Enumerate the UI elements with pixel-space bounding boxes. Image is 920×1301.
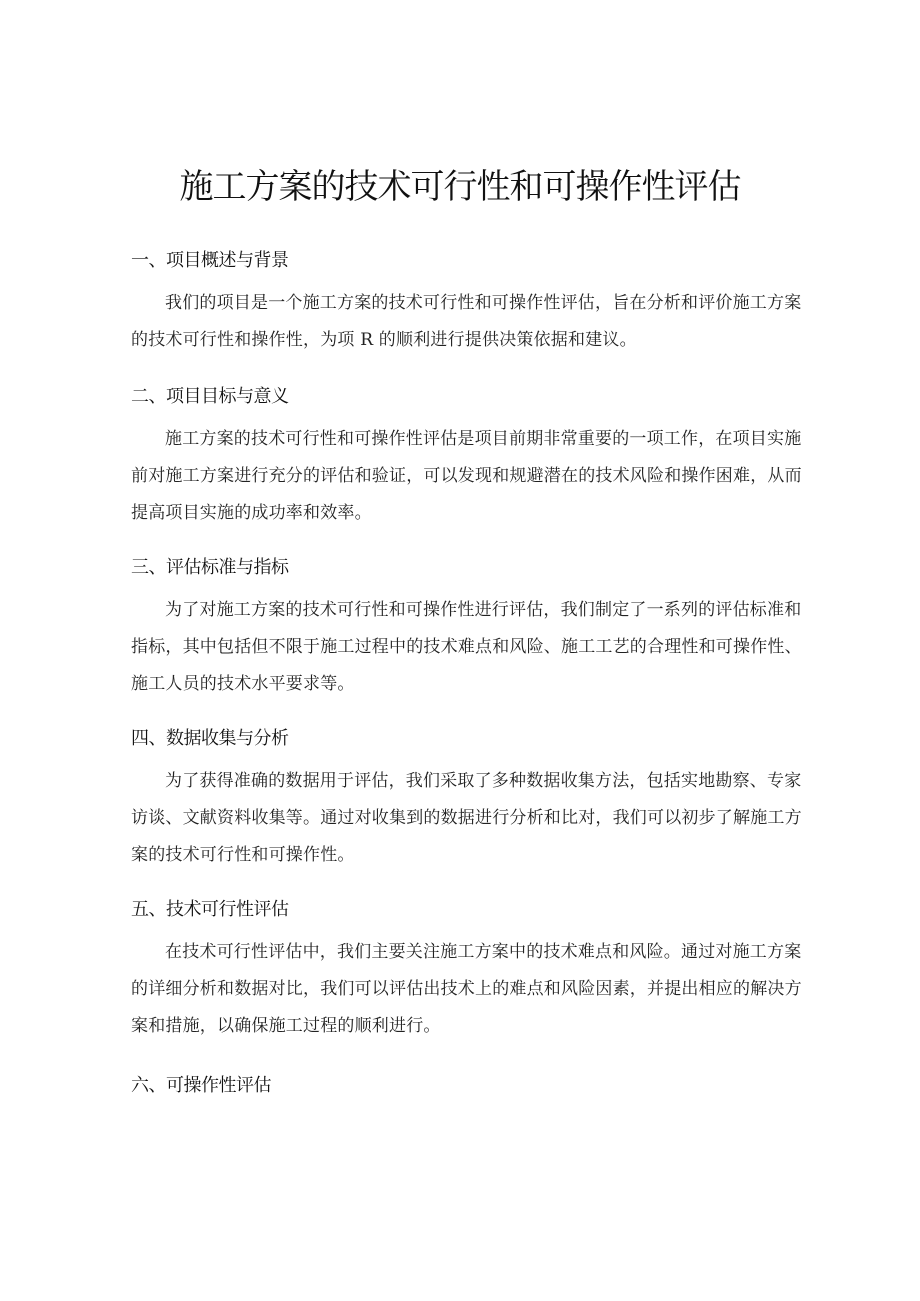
section-heading: 四、数据收集与分析	[131, 728, 289, 749]
section-heading: 三、评估标准与指标	[131, 557, 289, 578]
section-operability	[131, 1072, 801, 1100]
paragraph-line: 访谈、文献资料收集等。通过对收集到的数据进行分析和比对，我们可以初步了解施工方	[131, 808, 802, 828]
section-paragraph	[131, 763, 801, 874]
section-heading: 二、项目目标与意义	[131, 386, 289, 407]
section-technical-feasibility	[131, 896, 801, 1045]
paragraph-line: 在技术可行性评估中，我们主要关注施工方案中的技术难点和风险。通过对施工方案	[165, 942, 802, 962]
paragraph-line: 我们的项目是一个施工方案的技术可行性和可操作性评估，旨在分析和评价施工方案	[165, 293, 802, 313]
paragraph-line: 为了获得准确的数据用于评估，我们采取了多种数据收集方法，包括实地勘察、专家	[165, 771, 802, 791]
section-data-collection	[131, 725, 801, 874]
section-overview	[131, 247, 801, 359]
paragraph-line: 提高项目实施的成功率和效率。	[131, 503, 372, 523]
section-goals	[131, 383, 801, 532]
paragraph-line: 为了对施工方案的技术可行性和可操作性进行评估，我们制定了一系列的评估标准和	[165, 600, 802, 620]
paragraph-line: 案的技术可行性和可操作性。	[131, 845, 355, 865]
section-heading: 一、项目概述与背景	[131, 250, 289, 271]
paragraph-line: 指标，其中包括但不限于施工过程中的技术难点和风险、施工工艺的合理性和可操作性、	[131, 637, 802, 657]
paragraph-line: 施工人员的技术水平要求等。	[131, 674, 355, 694]
paragraph-line: 施工方案的技术可行性和可操作性评估是项目前期非常重要的一项工作，在项目实施	[165, 429, 802, 449]
section-heading: 六、可操作性评估	[131, 1075, 271, 1096]
paragraph-line: 前对施工方案进行充分的评估和验证，可以发现和规避潜在的技术风险和操作困难，从而	[131, 466, 802, 486]
document-title: 施工方案的技术可行性和可操作性评估	[179, 167, 741, 207]
section-paragraph	[131, 421, 801, 532]
section-criteria	[131, 554, 801, 703]
section-paragraph	[131, 285, 801, 359]
section-heading: 五、技术可行性评估	[131, 899, 289, 920]
section-paragraph	[131, 592, 801, 703]
paragraph-line: 的详细分析和数据对比，我们可以评估出技术上的难点和风险因素，并提出相应的解决方	[131, 979, 802, 999]
paragraph-line: 的技术可行性和操作性，为项 R 的顺利进行提供决策依据和建议。	[131, 330, 637, 350]
paragraph-line: 案和措施，以确保施工过程的顺利进行。	[131, 1016, 441, 1036]
section-paragraph	[131, 934, 801, 1045]
